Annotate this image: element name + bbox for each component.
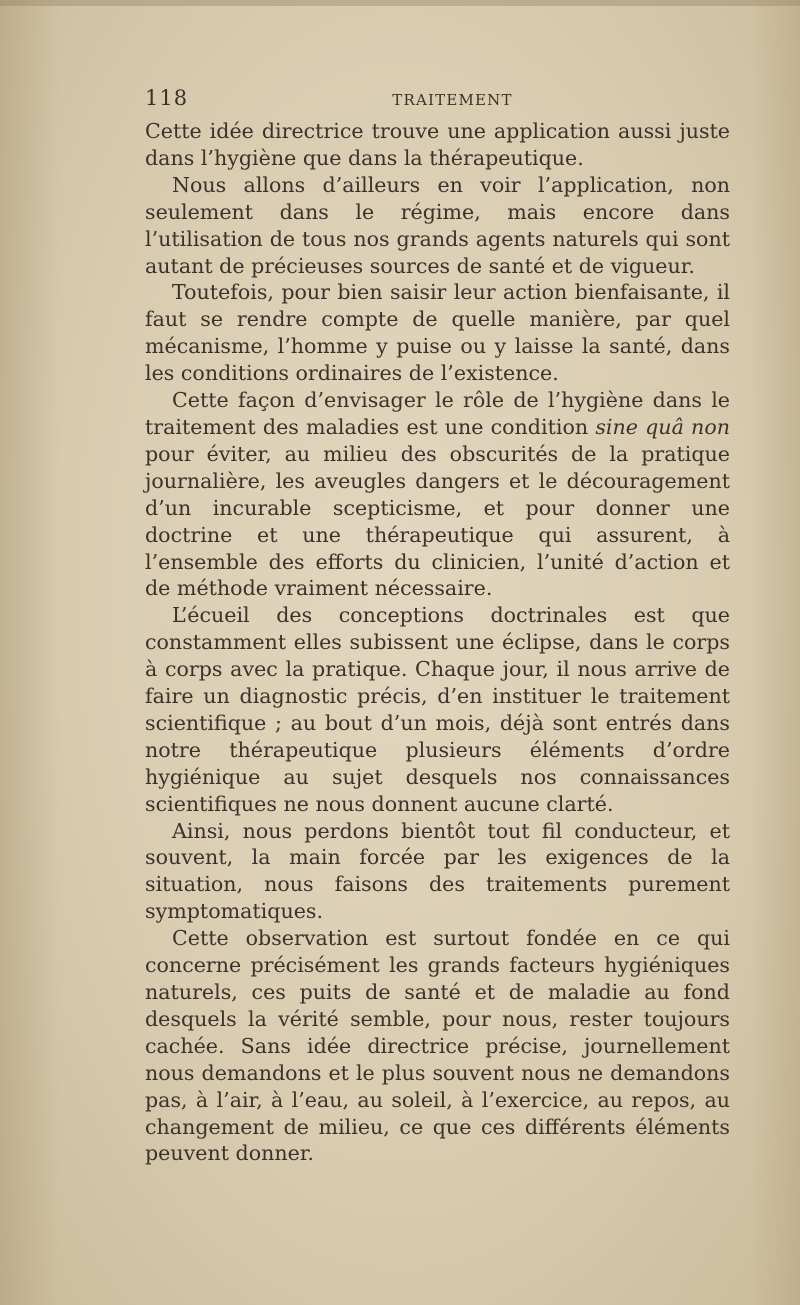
- page-edge-left-shadow: [0, 0, 60, 1305]
- page-edge-right-shadow: [750, 0, 800, 1305]
- paragraph-6: Ainsi, nous perdons bientôt tout fil conducteur, et souvent, la main forcée par les exigences de la situation, nous faisons des traitements purement symptomatiques.: [145, 818, 730, 924]
- paragraph-4-text-after: pour éviter, au milieu des obscurités de la pratique journalière, les aveugles dangers et le découragement d’un incurable scepticisme, et pour donner une doctrine et une thérapeutique qui assurent, à l’ensemble des efforts du clinicien, l’unité d’action et de méthode vraiment nécessaire.: [145, 441, 730, 601]
- paragraph-4-text-before: Cette façon d’envisager le rôle de l’hygiène dans le traitement des maladies est une condition: [145, 388, 730, 439]
- paragraph-4: [145, 387, 730, 602]
- body-text: [145, 118, 730, 1167]
- paragraph-3: Toutefois, pour bien saisir leur action bienfaisante, il faut se rendre compte de quelle manière, par quel mécanisme, l’homme y puise ou y laisse la santé, dans les conditions ordinaires de l’existence.: [145, 280, 730, 386]
- page-edge-top-shadow: [0, 0, 800, 6]
- page-header: [145, 86, 730, 116]
- paragraph-7: Cette observation est surtout fondée en ce qui concerne précisément les grands facteurs hygiéniques naturels, ces puits de santé et de maladie au fond desquels la vérité semble, pour nous, rester toujours cachée. Sans idée directrice précise, journellement nous demandons et le plus souvent nous ne demandons pas, à l’air, à l’eau, au soleil, à l’exercice, au repos, au changement de milieu, ce que ces différents éléments peuvent donner.: [145, 926, 730, 1166]
- paragraph-1: Cette idée directrice trouve une application aussi juste dans l’hygiène que dans la thérapeutique.: [145, 119, 730, 170]
- page-number: 118: [145, 86, 189, 110]
- paragraph-4-latin-phrase: sine quâ non: [595, 414, 730, 439]
- paragraph-5: L’écueil des conceptions doctrinales est que constamment elles subissent une éclipse, dans le corps à corps avec la pratique. Chaque jour, il nous arrive de faire un diagnostic précis, d’en instituer le traitement scientifique ; au bout d’un mois, déjà sont entrés dans notre thérapeutique plusieurs éléments d’ordre hygiénique au sujet desquels nos connaissances scientifiques ne nous donnent aucune clarté.: [145, 603, 730, 816]
- running-head: TRAITEMENT: [392, 91, 513, 109]
- paragraph-2: Nous allons d’ailleurs en voir l’application, non seulement dans le régime, mais encore dans l’utilisation de tous nos grands agents naturels qui sont autant de précieuses sources de santé et de vigueur.: [145, 172, 730, 278]
